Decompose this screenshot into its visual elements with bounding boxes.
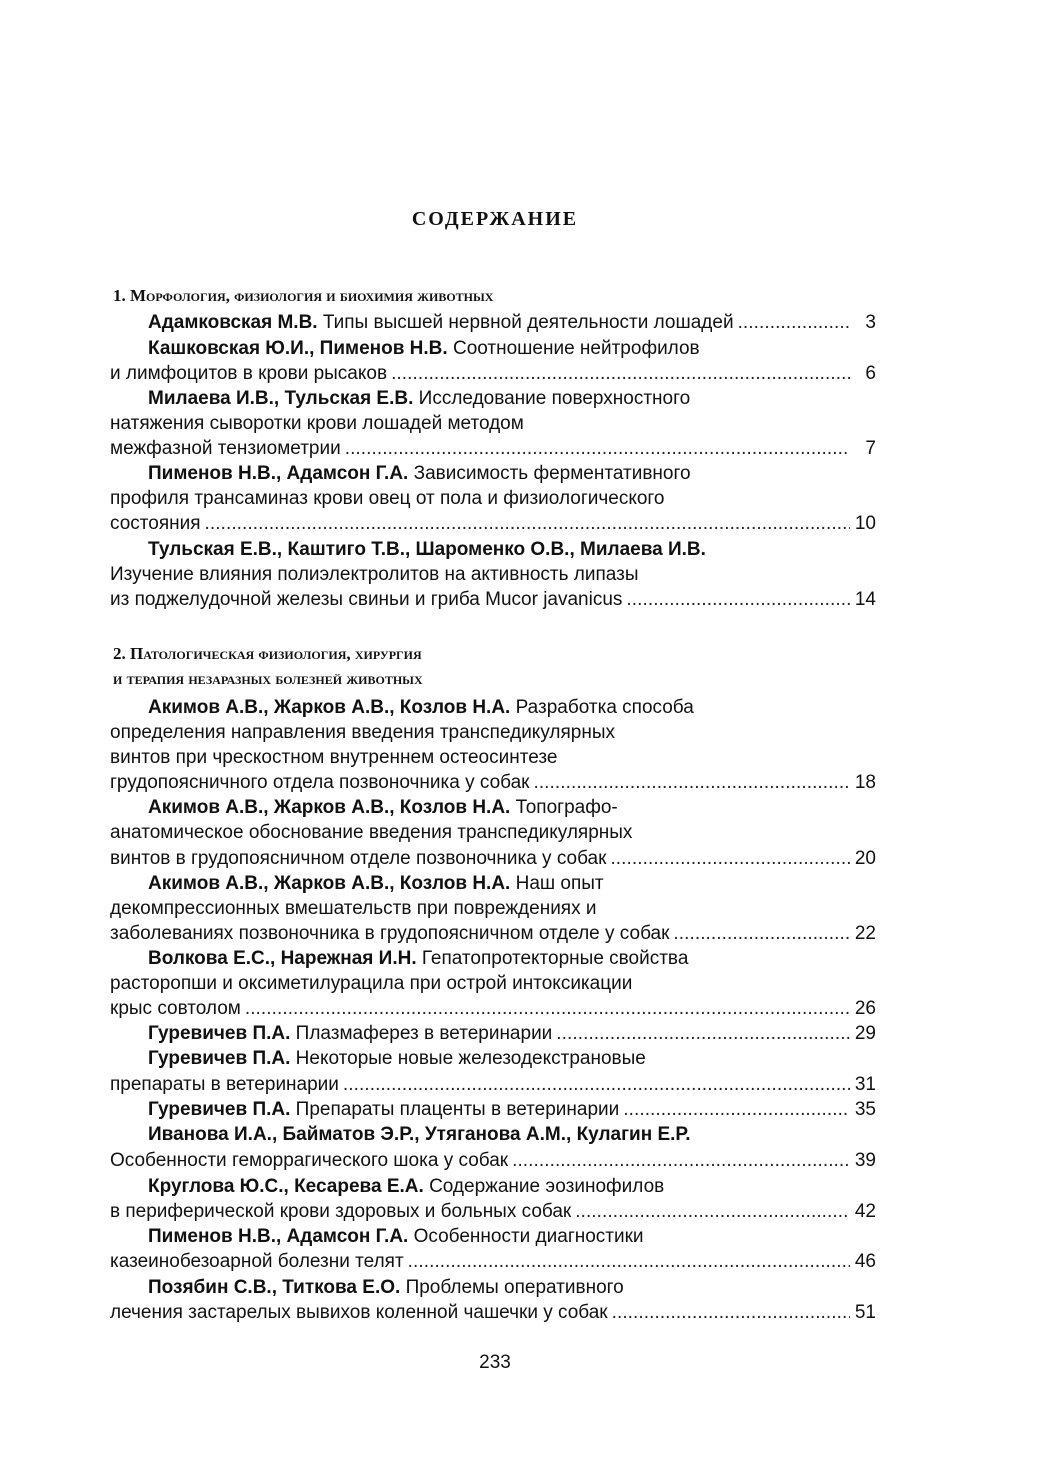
entry-authors: Волкова Е.С., Нарежная И.Н.	[148, 948, 417, 969]
entry-title: определения направления введения транспедикулярных	[110, 722, 616, 743]
entry-title: винтов в грудопоясничном отделе позвоночника у собак	[110, 848, 607, 869]
toc-entry-line	[148, 310, 876, 335]
entry-page: 51	[854, 1302, 876, 1323]
toc-entry-line	[148, 336, 876, 361]
toc-entry-line	[110, 511, 876, 536]
entry-authors: Гуревичев П.А.	[148, 1023, 291, 1044]
toc-entry-line	[110, 921, 876, 946]
toc-entry-line	[148, 1174, 876, 1199]
toc-entry-line	[110, 770, 876, 795]
toc-entry-line	[110, 1300, 876, 1325]
entry-page: 14	[854, 589, 876, 610]
entry-title: Гепатопротекторные свойства	[421, 948, 689, 969]
entry-title: Зависимость ферментативного	[413, 463, 691, 484]
toc-entry-line	[148, 1122, 876, 1147]
leader-dots	[612, 1300, 850, 1325]
entry-title: Проблемы оперативного	[405, 1277, 624, 1298]
entry-authors: Адамковская М.В.	[148, 312, 318, 333]
leader-dots	[738, 310, 850, 335]
entry-title: казеинобезоарной болезни телят	[110, 1251, 404, 1272]
toc-entry-line	[110, 361, 876, 386]
entry-title: Содержание эозинофилов	[429, 1176, 665, 1197]
entry-title: Особенности геморрагического шока у собак	[110, 1150, 509, 1171]
toc-entry-line	[148, 871, 876, 896]
entry-page: 10	[854, 513, 876, 534]
toc-entry-line	[110, 1072, 876, 1097]
entry-title: декомпрессионных вмешательств при повреждениях и	[110, 898, 597, 919]
toc-entry-line	[148, 461, 876, 486]
entry-authors: Круглова Ю.С., Кесарева Е.А.	[148, 1176, 424, 1197]
entry-title: Особенности диагностики	[413, 1226, 644, 1247]
entry-title: Исследование поверхностного	[418, 388, 691, 409]
leader-dots	[575, 1199, 850, 1224]
toc-entry-line	[148, 695, 876, 720]
entry-title: Некоторые новые железодекстрановые	[295, 1048, 646, 1069]
entry-title: Разработка способа	[515, 697, 694, 718]
entry-authors: Позябин С.В., Титкова Е.О.	[148, 1277, 401, 1298]
entry-title: в периферической крови здоровых и больных собак	[110, 1201, 572, 1222]
entry-page: 3	[865, 312, 876, 333]
toc-entry-line	[148, 1021, 876, 1046]
leader-dots	[391, 361, 850, 386]
toc-entry-line	[110, 436, 876, 461]
entry-title: Соотношение нейтрофилов	[452, 338, 700, 359]
entry-title: межфазной тензиометрии	[110, 438, 341, 459]
toc-entry-line	[148, 946, 876, 971]
page-number: 233	[479, 1352, 511, 1373]
leader-dots	[673, 921, 850, 946]
entry-page: 31	[854, 1074, 876, 1095]
toc-entry-line	[148, 537, 876, 562]
entry-authors: Пименов Н.В., Адамсон Г.А.	[148, 463, 409, 484]
leader-dots	[343, 1072, 850, 1097]
toc-entry-line	[148, 1046, 876, 1071]
entry-page: 26	[854, 998, 876, 1019]
entry-title: винтов при чрескостном внутреннем остеосинтезе	[110, 747, 558, 768]
toc-entry-line	[110, 1148, 876, 1173]
entry-title: Типы высшей нервной деятельности лошадей	[322, 312, 734, 333]
entry-authors: Гуревичев П.А.	[148, 1048, 291, 1069]
entry-page: 46	[854, 1251, 876, 1272]
section-heading-2-cont: и терапия незаразных болезней животных	[113, 669, 423, 688]
entry-title: препараты в ветеринарии	[110, 1074, 339, 1095]
section-heading-1: 1. Морфология, физиология и биохимия животных	[113, 286, 494, 305]
entry-authors: Акимов А.В., Жарков А.В., Козлов Н.А.	[148, 873, 511, 894]
entry-authors: Пименов Н.В., Адамсон Г.А.	[148, 1226, 409, 1247]
entry-page: 39	[854, 1150, 876, 1171]
leader-dots	[345, 436, 850, 461]
section-heading-2: 2. Патологическая физиология, хирургия	[113, 644, 422, 663]
toc-entry-line	[110, 1199, 876, 1224]
entry-title: заболеваниях позвоночника в грудопоясничном отделе у собак	[110, 923, 670, 944]
toc-entry-line	[110, 587, 876, 612]
entry-title: Наш опыт	[515, 873, 604, 894]
leader-dots	[533, 770, 850, 795]
entry-title: крыс совтолом	[110, 998, 241, 1019]
entry-page: 42	[854, 1201, 876, 1222]
entry-authors: Акимов А.В., Жарков А.В., Козлов Н.А.	[148, 797, 511, 818]
toc-entry-line	[148, 386, 876, 411]
entry-title: расторопши и оксиметилурацила при острой интоксикации	[110, 973, 633, 994]
entry-title: натяжения сыворотки крови лошадей методом	[110, 413, 524, 434]
leader-dots	[623, 1097, 850, 1122]
entry-page: 29	[854, 1023, 876, 1044]
toc-entry-line	[148, 1275, 876, 1300]
entry-authors: Акимов А.В., Жарков А.В., Козлов Н.А.	[148, 697, 511, 718]
entry-page: 35	[854, 1099, 876, 1120]
leader-dots	[556, 1021, 850, 1046]
entry-title: анатомическое обоснование введения транспедикулярных	[110, 822, 633, 843]
toc-entry-line	[148, 795, 876, 820]
toc-entry-line	[148, 1224, 876, 1249]
entry-page: 18	[854, 772, 876, 793]
toc-entry-line	[110, 1249, 876, 1274]
entry-title: Плазмаферез в ветеринарии	[295, 1023, 553, 1044]
page-title: СОДЕРЖАНИЕ	[411, 208, 579, 230]
leader-dots	[626, 587, 850, 612]
leader-dots	[512, 1148, 850, 1173]
entry-authors: Тульская Е.В., Каштиго Т.В., Шароменко О.В., Милаева И.В.	[148, 539, 706, 560]
toc-entry-line	[110, 996, 876, 1021]
entry-title: Топографо-	[515, 797, 618, 818]
entry-authors: Иванова И.А., Байматов Э.Р., Утяганова А.М., Кулагин Е.Р.	[148, 1124, 691, 1145]
entry-authors: Кашковская Ю.И., Пименов Н.В.	[148, 338, 448, 359]
toc-entry-line	[148, 1097, 876, 1122]
entry-page: 7	[865, 438, 876, 459]
leader-dots	[408, 1249, 850, 1274]
leader-dots	[205, 511, 850, 536]
leader-dots	[610, 846, 850, 871]
entry-authors: Милаева И.В., Тульская Е.В.	[148, 388, 414, 409]
entry-page: 22	[854, 923, 876, 944]
toc-entry-line	[110, 846, 876, 871]
entry-title: Изучение влияния полиэлектролитов на активность липазы	[110, 564, 639, 585]
entry-title: Препараты плаценты в ветеринарии	[295, 1099, 620, 1120]
entry-page: 6	[865, 363, 876, 384]
leader-dots	[245, 996, 850, 1021]
entry-title: грудопоясничного отдела позвоночника у собак	[110, 772, 530, 793]
entry-title: из поджелудочной железы свиньи и гриба Mucor javanicus	[110, 589, 623, 610]
entry-title: и лимфоцитов в крови рысаков	[110, 363, 388, 384]
entry-title: состояния	[110, 513, 201, 534]
entry-title: профиля трансаминаз крови овец от пола и физиологического	[110, 488, 665, 509]
entry-authors: Гуревичев П.А.	[148, 1099, 291, 1120]
entry-title: лечения застарелых вывихов коленной чашечки у собак	[110, 1302, 608, 1323]
entry-page: 20	[854, 848, 876, 869]
